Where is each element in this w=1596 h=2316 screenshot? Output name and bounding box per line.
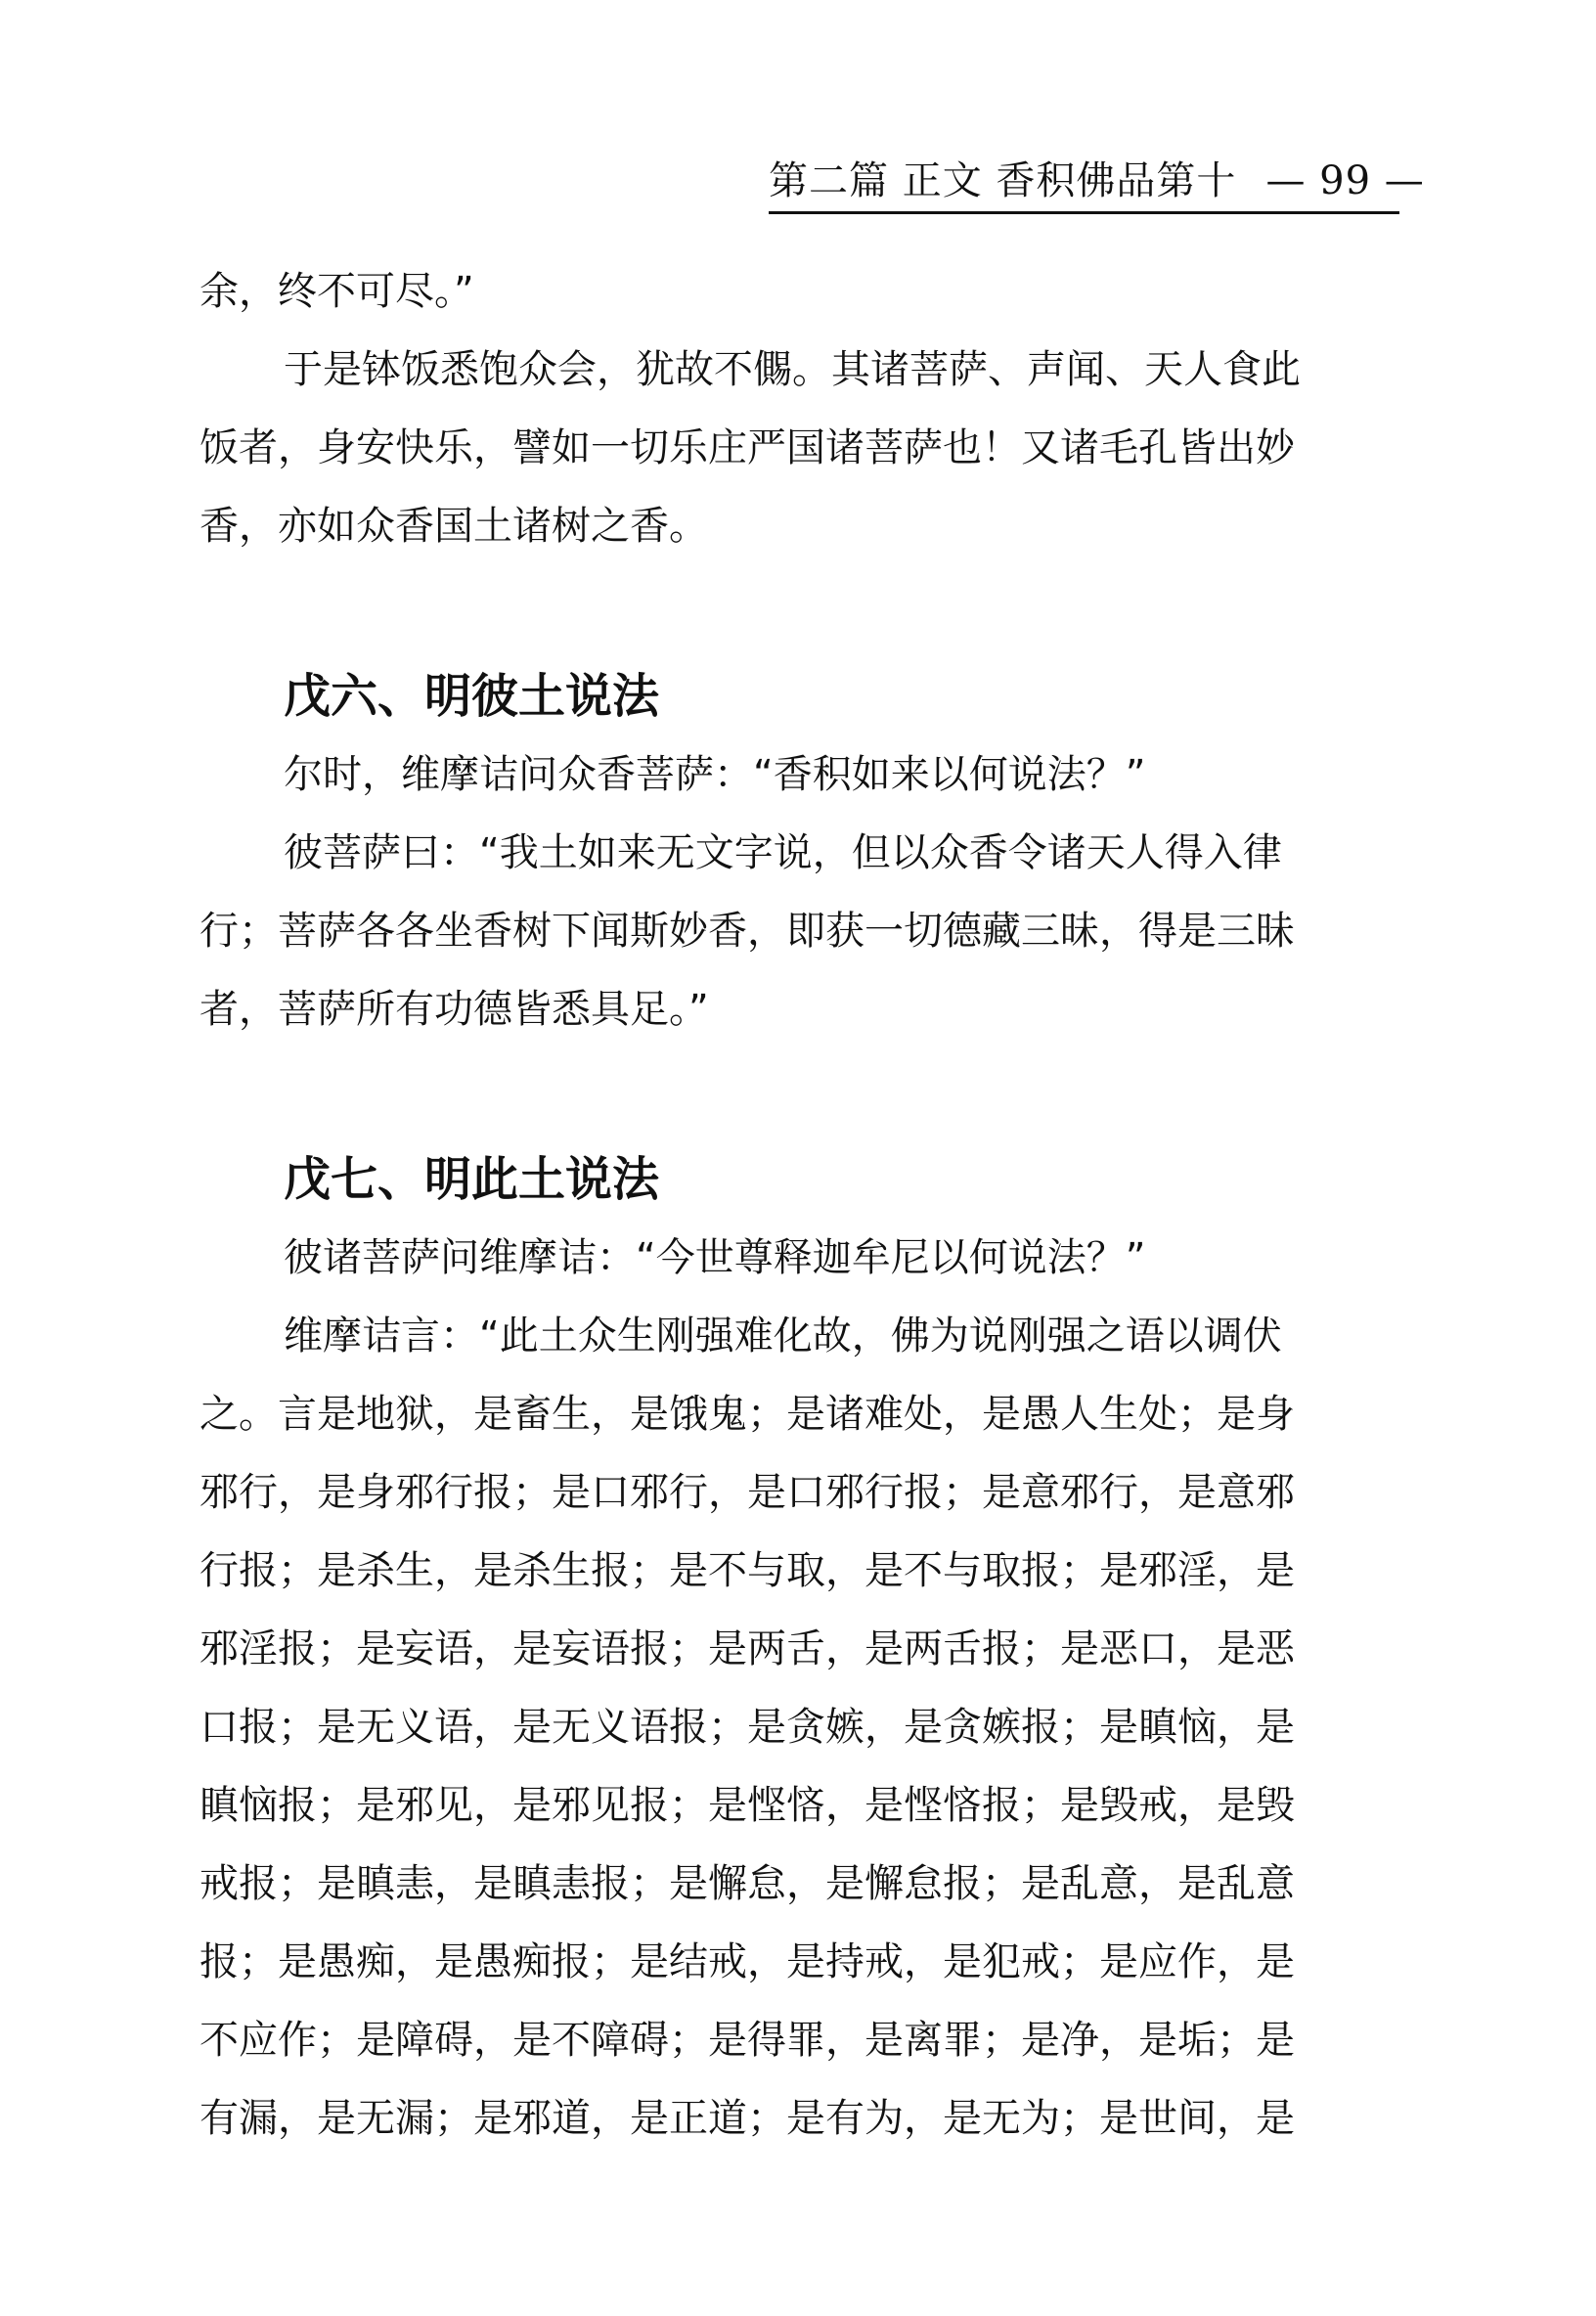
text-line: 维摩诘言：“此土众生刚强难化故，佛为说刚强之语以调伏 — [284, 1314, 1282, 1358]
paragraph-block-1 — [200, 252, 1404, 565]
text-line: 有漏，是无漏；是邪道，是正道；是有为，是无为；是世间，是 — [200, 2096, 1295, 2141]
header-title: 第二篇 正文 香积佛品第十 — [769, 158, 1237, 203]
section-heading-7: 戊七、明此土说法 — [284, 1152, 660, 1207]
paragraph-block-3 — [200, 1219, 1404, 2158]
text-line: 余，终不可尽。” — [200, 269, 474, 314]
text-line: 彼菩萨曰：“我土如来无文字说，但以众香令诸天人得入律 — [284, 830, 1282, 875]
text-line: 尔时，维摩诘问众香菩萨：“香积如来以何说法？” — [284, 752, 1146, 797]
text-line: 不应作；是障碍，是不障碍；是得罪，是离罪；是净，是垢；是 — [200, 2018, 1295, 2063]
text-line: 者，菩萨所有功德皆悉具足。” — [200, 987, 709, 1032]
text-line: 邪淫报；是妄语，是妄语报；是两舌，是两舌报；是恶口，是恶 — [200, 1626, 1295, 1671]
text-line: 彼诸菩萨问维摩诘：“今世尊释迦牟尼以何说法？” — [284, 1235, 1146, 1280]
text-line: 行报；是杀生，是杀生报；是不与取，是不与取报；是邪淫，是 — [200, 1548, 1295, 1593]
text-line: 报；是愚痴，是愚痴报；是结戒，是持戒，是犯戒；是应作，是 — [200, 1939, 1295, 1984]
text-line: 瞋恼报；是邪见，是邪见报；是悭悋，是悭悋报；是毁戒，是毁 — [200, 1783, 1295, 1828]
section-heading-6: 戊六、明彼土说法 — [284, 669, 660, 724]
running-header — [769, 156, 1425, 214]
page-number: — 99 — — [1265, 158, 1425, 203]
paragraph-block-2 — [200, 735, 1404, 1048]
text-line: 饭者，身安快乐，譬如一切乐庄严国诸菩萨也！又诸毛孔皆出妙 — [200, 425, 1295, 470]
text-line: 行；菩萨各各坐香树下闻斯妙香，即获一切德藏三昧，得是三昧 — [200, 909, 1295, 954]
text-line: 戒报；是瞋恚，是瞋恚报；是懈怠，是懈怠报；是乱意，是乱意 — [200, 1861, 1295, 1906]
text-line: 口报；是无义语，是无义语报；是贪嫉，是贪嫉报；是瞋恼，是 — [200, 1705, 1295, 1750]
text-line: 之。言是地狱，是畜生，是饿鬼；是诸难处，是愚人生处；是身 — [200, 1392, 1295, 1437]
text-line: 于是钵饭悉饱众会，犹故不儩。其诸菩萨、声闻、天人食此 — [284, 347, 1301, 392]
text-line: 邪行，是身邪行报；是口邪行，是口邪行报；是意邪行，是意邪 — [200, 1470, 1295, 1515]
text-line: 香，亦如众香国土诸树之香。 — [200, 504, 708, 549]
